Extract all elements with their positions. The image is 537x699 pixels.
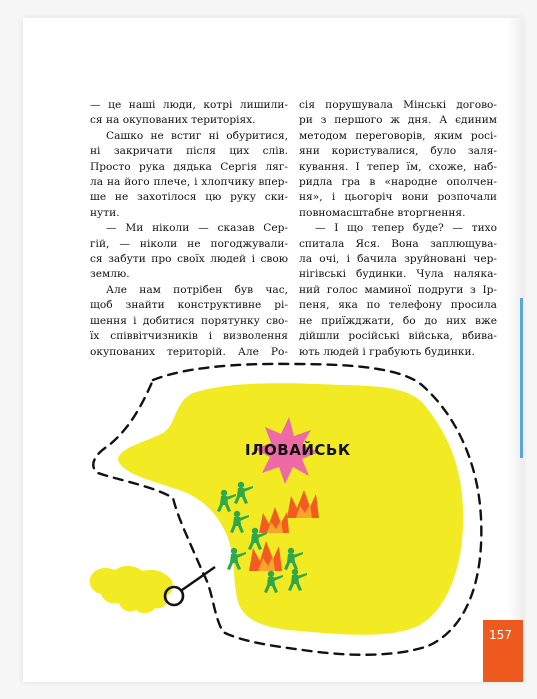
text-line: нути. — [90, 206, 120, 219]
text-line: — це наші люди, котрі лишили- — [90, 99, 288, 111]
page-number: 157 — [489, 628, 512, 642]
text-line: ний голос маминої подруги з Ір- — [299, 283, 497, 296]
text-line: Сашко не встиг ні обуритися, — [106, 129, 288, 142]
text-line: їх співвітчизників і визволення — [90, 330, 288, 343]
text-line: пеня, яка по телефону просила — [299, 299, 497, 312]
text-line: дійшли російські війська, вбива- — [299, 330, 497, 343]
text-line: щоб знайти конструктивне рі- — [90, 299, 288, 312]
text-line: не приїжджати, бо до них вже — [299, 314, 497, 327]
text-line: ють людей і грабують будинки. — [299, 345, 475, 358]
text-line: гій, — ніколи не погоджували- — [90, 237, 288, 250]
text-line: повномасштабне вторгнення. — [299, 206, 466, 219]
text-line: ні закричати після цих слів. — [90, 145, 288, 158]
text-line: нігівські будинки. Чула наляка- — [299, 268, 497, 281]
text-line: Але нам потрібен був час, — [106, 283, 288, 296]
text-line: ня», і цьогоріч вони розпочали — [299, 191, 497, 204]
text-line: ри з першого ж дня. А єдиним — [299, 114, 497, 127]
text-line: кування. І тепер їм, схоже, наб- — [299, 160, 497, 173]
leader-line — [182, 567, 215, 590]
text-line: ридла гра в «народне ополчен- — [299, 176, 497, 189]
text-line: землю. — [90, 268, 130, 281]
city-label-ilovaisk: ІЛОВАЙСЬК — [245, 441, 351, 459]
text-line: Просто рука дядька Сергія ляг- — [90, 160, 288, 173]
map-illustration — [23, 18, 523, 682]
text-line: ся забути про своїх людей і свою — [90, 253, 288, 266]
text-line: ла на його плече, і хлопчику впер- — [90, 176, 288, 189]
text-line: ше не захотілося цю руку ски- — [90, 191, 288, 204]
text-line: шення і добитися порятунку сво- — [90, 314, 288, 327]
text-line: яни користувалися, було заля- — [299, 145, 497, 158]
ukraine-map-icon — [90, 566, 173, 613]
book-page — [23, 18, 523, 682]
text-line: спитала Яся. Вона заплющува- — [299, 237, 497, 250]
text-line: ся на окупованих територіях. — [90, 114, 256, 127]
text-line: методом переговорів, яким росі- — [299, 129, 497, 142]
text-line: сія порушувала Мінські догово- — [299, 99, 497, 111]
text-line: окупованих територій. Але Ро- — [90, 345, 288, 358]
text-line: — І що тепер буде? — тихо — [315, 222, 497, 235]
text-line: ла очі, і бачила зруйновані чер- — [299, 253, 497, 266]
text-line: — Ми ніколи — сказав Сер- — [106, 222, 288, 235]
location-circle-icon — [165, 587, 183, 605]
page-number-box — [483, 620, 523, 682]
